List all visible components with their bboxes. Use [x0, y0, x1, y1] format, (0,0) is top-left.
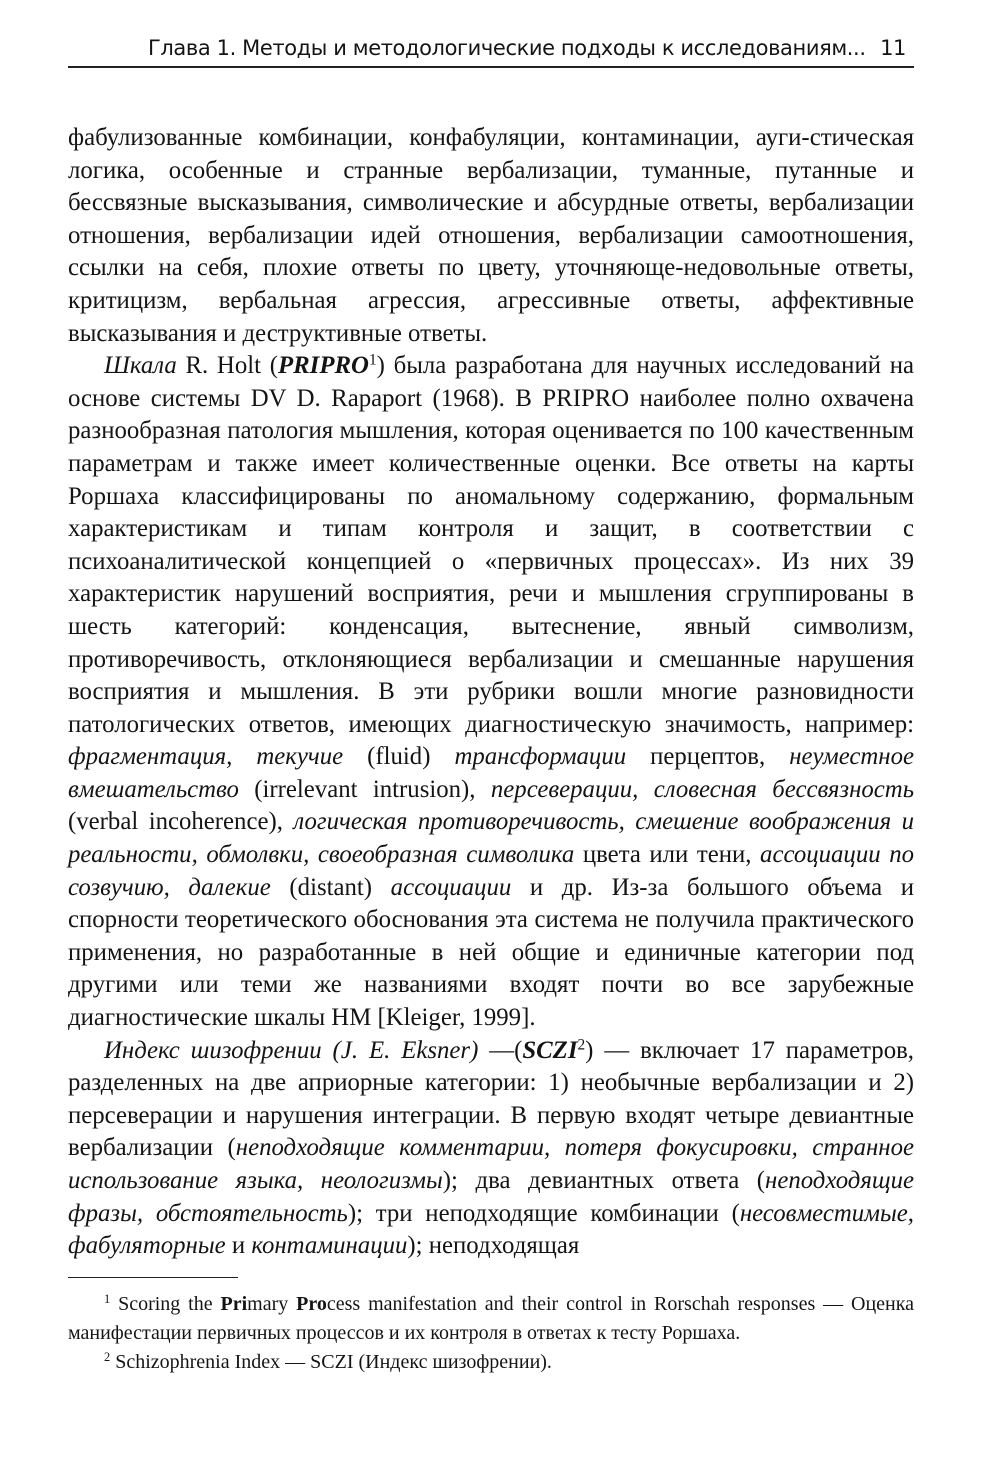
text-run: ); три неподходящие комбинации (	[347, 1199, 740, 1227]
page-number: 11	[880, 36, 906, 60]
text-run: и	[225, 1232, 252, 1260]
book-page	[68, 28, 914, 1377]
header-rule	[68, 66, 914, 68]
emphasis: ассоциации	[390, 873, 512, 901]
emphasis: персеверации, словесная бессвязность	[490, 775, 914, 803]
emphasis: трансформации	[454, 743, 627, 771]
chapter-title: Глава 1. Методы и методологические подходы к исследованиям...	[148, 36, 866, 60]
text-run: и др. Из-за большого объема и спорности теоретического обоснования эта система не получила практического применения, но разработанные в ней общие и единичные категории под другими или теми же названиями входят почти во все зарубежные диагностические шкалы НМ [Kleiger, 1999].	[68, 873, 914, 1032]
footnote-marker-2: 2	[104, 1349, 111, 1364]
paragraph-2	[68, 350, 914, 1034]
text-run: (distant)	[270, 873, 391, 901]
footnote-ref-1[interactable]: 1	[368, 351, 377, 369]
body-text	[68, 122, 914, 1263]
emphasis: несовместимые, фабуляторные	[68, 1199, 914, 1260]
emphasis: неподходящие комментарии, потеря фокусировки, странное использование языка, неологизмы	[68, 1134, 915, 1194]
emphasis: контаминации	[251, 1232, 408, 1260]
text-run: фабулизованные комбинации, конфабуляции, контаминации, ауги-стическая логика, особенные и странные вербализации, туманные, путанные и бессвязные высказывания, символические и абсурдные ответы, вербализации отношения, вербализации идей отношения, вербализации самоотношения, ссылки на себя, плохие ответы по цвету, уточняюще-недовольные ответы, критицизм, вербальная агрессия, агрессивные ответы, аффективные высказывания и деструктивные ответы.	[68, 124, 914, 347]
text-run: ) — включает 17 параметров, разделенных на две априорные категории: 1) необычные вербализации и 2) персеверации и нарушения интеграции. В первую входят четыре девиантные вербализации (	[68, 1036, 914, 1162]
text-run: (irrelevant intrusion),	[238, 775, 491, 803]
bold-letters: Pri	[220, 1292, 248, 1315]
footnotes	[68, 1290, 914, 1377]
text-run: mary	[247, 1292, 297, 1315]
footnote-rule	[68, 1277, 238, 1278]
text-run: Schizophrenia Index — SCZI (Индекс шизофрении).	[110, 1350, 552, 1373]
text-run: —(	[478, 1036, 523, 1064]
footnote-marker-1: 1	[104, 1291, 111, 1306]
acronym-pripro: PRIPRO	[278, 352, 369, 380]
running-header	[68, 28, 914, 68]
emphasis: неподходящие фразы, обстоятельность	[68, 1167, 914, 1227]
emphasis: Индекс шизофрении (J. E. Eksner)	[104, 1036, 479, 1064]
emphasis: логическая противоречивость, смешение воображения и реальности, обмолвки, своеобразная символика	[68, 808, 915, 869]
bold-letters: Pro	[296, 1292, 327, 1315]
text-run: перцептов,	[626, 743, 790, 771]
emphasis: фрагментация, текучие	[68, 743, 344, 771]
emphasis: Шкала	[104, 352, 177, 380]
paragraph-1	[68, 122, 914, 350]
text-run: Scoring the	[110, 1292, 221, 1315]
emphasis: неуместное вмешательство	[68, 743, 915, 803]
footnote-2	[68, 1348, 914, 1377]
text-run: ); два девиантных ответа (	[442, 1167, 766, 1194]
text-run: ); неподходящая	[407, 1232, 580, 1260]
text-run: cess manifestation and their control in Rorschah responses — Оценка манифестации первичных процессов и их контроля в ответах к тесту Роршаха.	[68, 1292, 915, 1344]
text-run: ) была разработана для научных исследований на основе системы DV D. Rapaport (1968). В PRIPRO наиболее полно охвачена разнообразная патология мышления, которая оценивается по 100 качественным параметрам и также имеет количественные оценки. Все ответы на карты Роршаха классифицированы по аномальному содержанию, формальным характеристикам и типам контроля и защит, в соответствии с психоаналитической концепцией о «первичных процессах». Из них 39 характеристик нарушений восприятия, речи и мышления сгруппированы в шесть категорий: конденсация, вытеснение, явный символизм, противоречивость, отклоняющиеся вербализации и смешанные нарушения восприятия и мышления. В эти рубрики вошли многие разновидности патологических ответов, имеющих диагностическую значимость, например:	[68, 352, 914, 738]
text-run: (fluid)	[343, 743, 455, 771]
text-run: (verbal incoherence),	[68, 808, 294, 836]
footnote-1	[68, 1290, 914, 1348]
paragraph-3	[68, 1035, 914, 1263]
text-run: цвета или тени,	[574, 841, 761, 869]
acronym-sczi: SCZI	[522, 1036, 578, 1064]
footnote-ref-2[interactable]: 2	[577, 1036, 586, 1054]
emphasis: ассоциации по созвучию, далекие	[68, 841, 914, 901]
text-run: R. Holt (	[176, 352, 278, 380]
